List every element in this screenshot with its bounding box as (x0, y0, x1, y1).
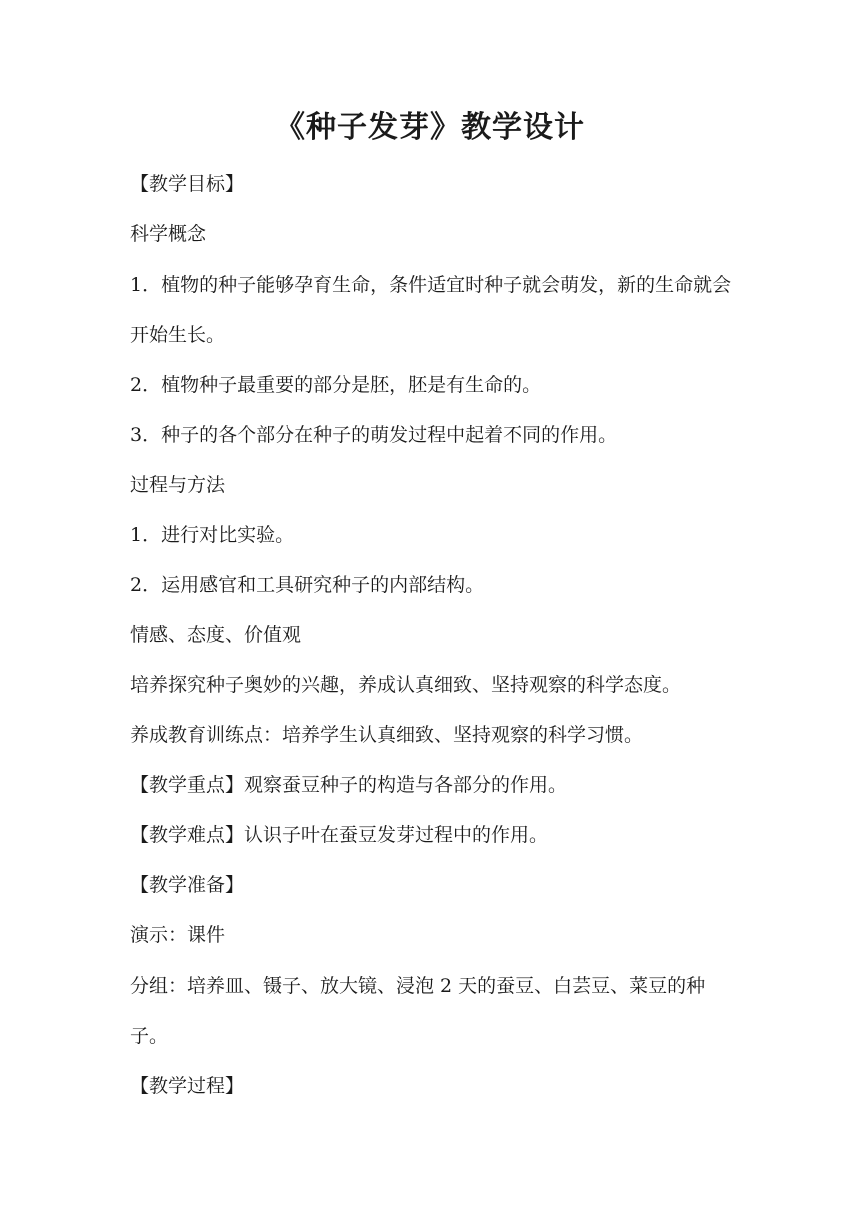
document-body (130, 172, 734, 1124)
subheading-process-methods: 过程与方法 (130, 474, 226, 496)
paragraph-key-point: 【教学重点】观察蚕豆种子的构造与各部分的作用。 (130, 774, 568, 796)
paragraph-habit-training: 养成教育训练点：培养学生认真细致、坚持观察的科学习惯。 (130, 724, 644, 746)
paragraph-attitude: 培养探究种子奥妙的兴趣，养成认真细致、坚持观察的科学态度。 (130, 674, 682, 696)
document-title: 《种子发芽》教学设计 (275, 110, 585, 145)
subheading-attitudes-values: 情感、态度、价值观 (130, 624, 302, 646)
paragraph-concept-2: 2．植物种子最重要的部分是胚，胚是有生命的。 (130, 374, 542, 396)
paragraph-group-materials: 分组：培养皿、镊子、放大镜、浸泡 2 天的蚕豆、白芸豆、菜豆的种子。 (130, 975, 706, 1047)
section-heading-objectives: 【教学目标】 (130, 173, 245, 195)
subheading-science-concepts: 科学概念 (130, 223, 207, 245)
paragraph-method-1: 1．进行对比实验。 (130, 524, 295, 546)
section-heading-process: 【教学过程】 (130, 1075, 245, 1097)
section-heading-preparation: 【教学准备】 (130, 874, 245, 896)
paragraph-method-2: 2．运用感官和工具研究种子的内部结构。 (130, 574, 485, 596)
paragraph-concept-1: 1．植物的种子能够孕育生命，条件适宜时种子就会萌发，新的生命就会开始生长。 (130, 274, 732, 346)
paragraph-concept-3: 3．种子的各个部分在种子的萌发过程中起着不同的作用。 (130, 424, 618, 446)
paragraph-demo-materials: 演示：课件 (130, 924, 226, 946)
paragraph-difficult-point: 【教学难点】认识子叶在蚕豆发芽过程中的作用。 (130, 824, 549, 846)
